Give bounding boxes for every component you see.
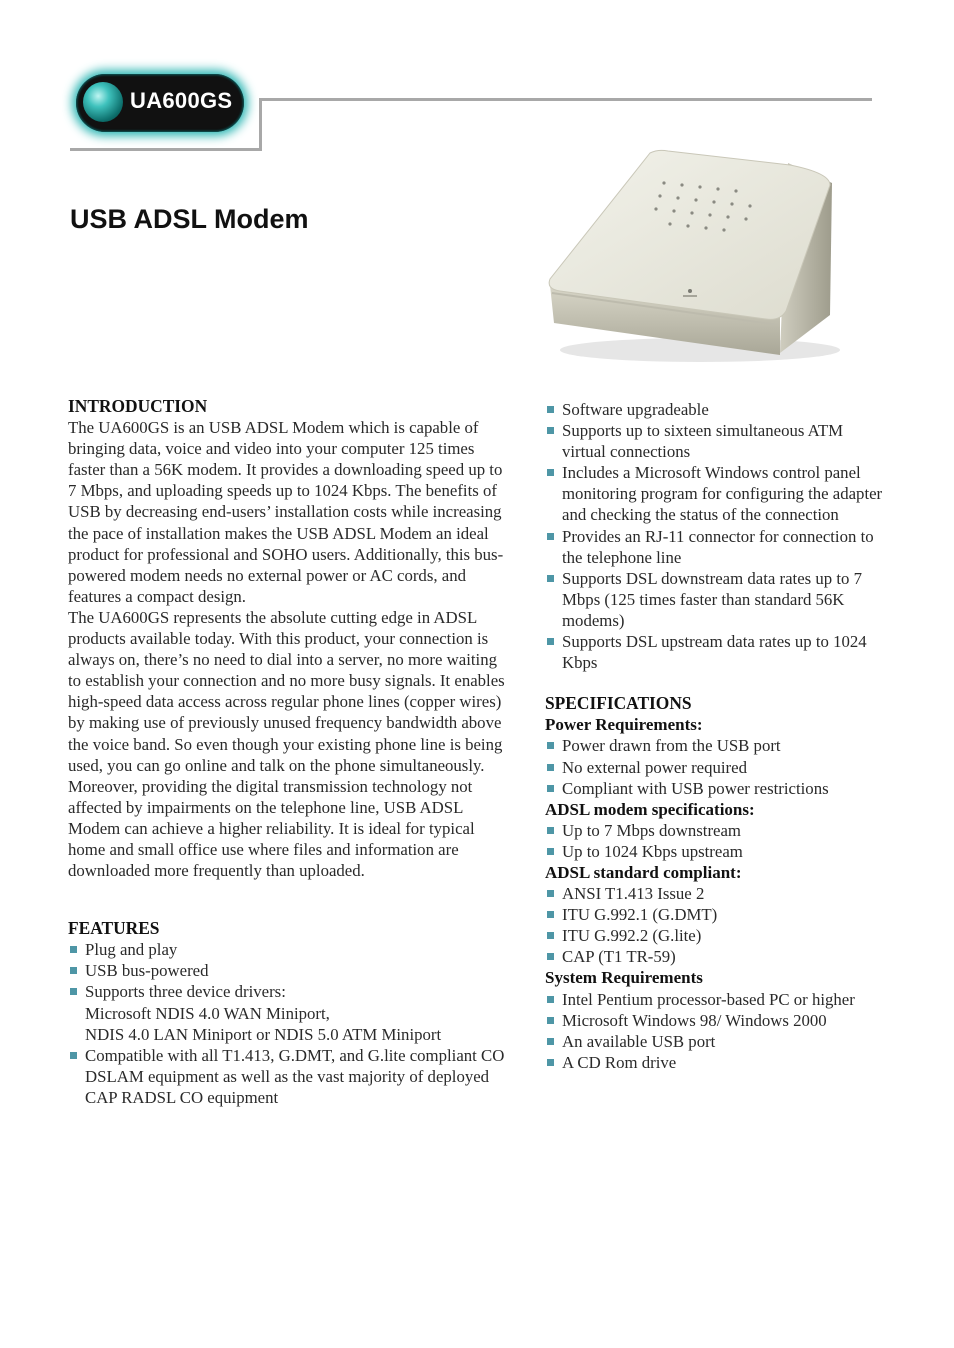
- adsl-modem-device-icon: [540, 145, 845, 370]
- list-item: Supports DSL upstream data rates up to 1024 Kbps: [545, 631, 890, 673]
- list-item: Software upgradeable: [545, 399, 890, 420]
- features-heading: FEATURES: [68, 918, 160, 939]
- features-list-continued: [545, 399, 890, 673]
- intro-paragraph: Moreover, providing the digital transmission technology not affected by impairments on the telephone line, USB ADSL Modem can achieve a higher reliability. It is ideal for typical home and small office use where files and information are downloaded more frequently than uploaded.: [68, 776, 475, 881]
- list-item: USB bus-powered: [68, 960, 508, 981]
- list-item-label: Supports three device drivers:: [85, 982, 286, 1002]
- list-item: ITU G.992.1 (G.DMT): [545, 904, 890, 925]
- spec-group-title: System Requirements: [545, 968, 703, 988]
- driver-line: NDIS 4.0 LAN Miniport or NDIS 5.0 ATM Miniport: [85, 1024, 442, 1044]
- list-item: Up to 7 Mbps downstream: [545, 820, 890, 841]
- list-item: Microsoft Windows 98/ Windows 2000: [545, 1010, 890, 1031]
- intro-paragraph: The UA600GS is an USB ADSL Modem which is capable of bringing data, voice and video into your computer 125 times faster than a 56K modem. It provides a downloading speed up to 7 Mbps, and uploading speeds up to 1024 Kbps. The benefits of USB by decreasing end-users’ installation costs while increasing the pace of installation makes the USB ADSL Modem an ideal product for professional and SOHO users. Additionally, this bus-powered modem needs no external power or AC cords, and features a compact design.: [68, 418, 504, 606]
- introduction-heading: INTRODUCTION: [68, 396, 208, 416]
- list-item: Plug and play: [68, 939, 508, 960]
- spec-list: [545, 989, 890, 1073]
- spec-list: [545, 883, 890, 967]
- list-item: Provides an RJ-11 connector for connection to the telephone line: [545, 526, 890, 568]
- list-item: Compatible with all T1.413, G.DMT, and G.lite compliant CO DSLAM equipment as well as the vast majority of deployed CAP RADSL CO equipment: [68, 1045, 508, 1108]
- spec-group-title: ADSL standard compliant:: [545, 862, 742, 882]
- list-item: Supports DSL downstream data rates up to 7 Mbps (125 times faster than standard 56K modems): [545, 568, 890, 631]
- list-item: Supports up to sixteen simultaneous ATM virtual connections: [545, 420, 890, 462]
- model-name: UA600GS: [130, 88, 233, 113]
- spec-group-title: ADSL modem specifications:: [545, 799, 755, 819]
- list-item: [68, 981, 508, 1044]
- list-item: Power drawn from the USB port: [545, 735, 890, 756]
- list-item: Up to 1024 Kbps upstream: [545, 841, 890, 862]
- left-column: [68, 396, 508, 1108]
- intro-paragraph: The UA600GS represents the absolute cutting edge in ADSL products available today. With this product, your connection is always on, there’s no need to dial into a server, no more waiting to establish your connection and no more busy signals. It enables high-speed data access across regular phone lines (copper wires) by making use of previously unused frequency bandwidth above the voice band. So even though your existing phone line is being used, you can go online and talk on the phone simultaneously.: [68, 607, 505, 775]
- page-title: USB ADSL Modem: [70, 204, 309, 234]
- list-item: Includes a Microsoft Windows control panel monitoring program for configuring the adapter and checking the status of the connection: [545, 462, 890, 525]
- list-item: A CD Rom drive: [545, 1052, 890, 1073]
- header-rule-top: [259, 98, 872, 101]
- right-column: [545, 399, 890, 1073]
- list-item: ITU G.992.2 (G.lite): [545, 925, 890, 946]
- spec-list: [545, 735, 890, 798]
- header-rule-bottom: [70, 148, 262, 151]
- list-item: Compliant with USB power restrictions: [545, 778, 890, 799]
- spec-list: [545, 820, 890, 862]
- features-list: [68, 939, 508, 1108]
- header-rule-vertical: [259, 98, 262, 151]
- driver-line: Microsoft NDIS 4.0 WAN Miniport,: [85, 1003, 330, 1023]
- list-item: ANSI T1.413 Issue 2: [545, 883, 890, 904]
- spec-group-title: Power Requirements:: [545, 715, 703, 735]
- globe-orb-icon: [83, 82, 123, 122]
- list-item: An available USB port: [545, 1031, 890, 1052]
- list-item: Intel Pentium processor-based PC or higher: [545, 989, 890, 1010]
- list-item: No external power required: [545, 757, 890, 778]
- model-badge: [76, 74, 244, 132]
- list-item: CAP (T1 TR-59): [545, 946, 890, 967]
- specifications-heading: SPECIFICATIONS: [545, 693, 692, 714]
